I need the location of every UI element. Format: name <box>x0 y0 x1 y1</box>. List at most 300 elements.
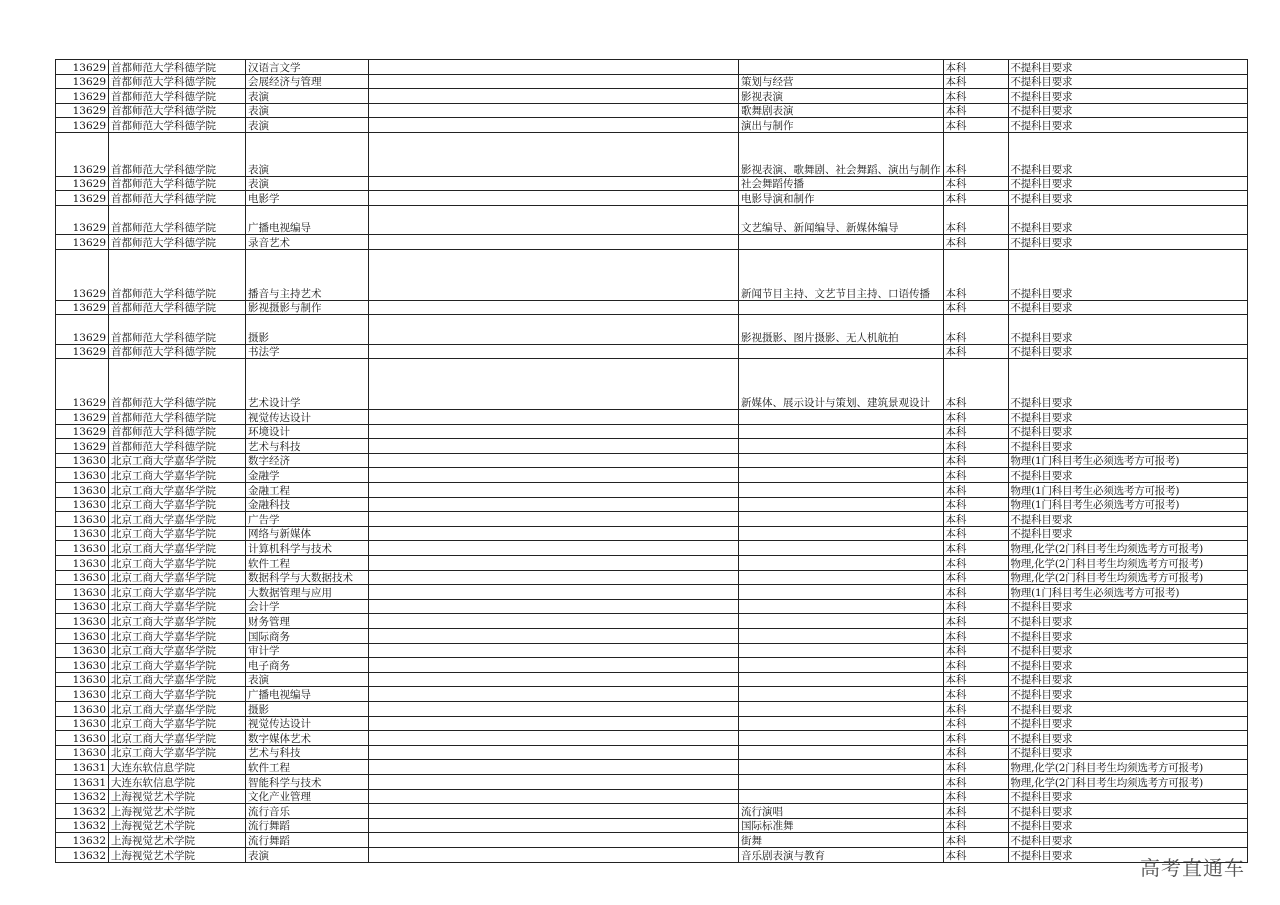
cell-major: 录音艺术 <box>246 235 369 250</box>
cell-note <box>369 249 739 300</box>
table-row <box>56 526 1248 541</box>
cell-major: 金融科技 <box>246 497 369 512</box>
cell-requirement: 不提科目要求 <box>1008 235 1247 250</box>
cell-major: 软件工程 <box>246 556 369 571</box>
cell-code: 13630 <box>56 629 109 644</box>
cell-code: 13632 <box>56 804 109 819</box>
cell-code: 13630 <box>56 556 109 571</box>
cell-direction: 文艺编导、新闻编导、新媒体编导 <box>739 205 944 234</box>
table-row <box>56 89 1248 104</box>
cell-level: 本科 <box>943 745 1008 760</box>
cell-major: 流行音乐 <box>246 804 369 819</box>
cell-level: 本科 <box>943 672 1008 687</box>
cell-school: 北京工商大学嘉华学院 <box>109 599 246 614</box>
table-row <box>56 249 1248 300</box>
table-row <box>56 60 1248 75</box>
cell-direction <box>739 410 944 425</box>
table-row <box>56 789 1248 804</box>
cell-direction: 影视表演 <box>739 89 944 104</box>
table-row <box>56 205 1248 234</box>
cell-note <box>369 176 739 191</box>
cell-code: 13630 <box>56 731 109 746</box>
cell-major: 文化产业管理 <box>246 789 369 804</box>
table-row <box>56 541 1248 556</box>
cell-direction <box>739 672 944 687</box>
cell-direction <box>739 497 944 512</box>
cell-school: 首都师范大学科德学院 <box>109 74 246 89</box>
cell-level: 本科 <box>943 235 1008 250</box>
cell-note <box>369 526 739 541</box>
cell-requirement: 不提科目要求 <box>1008 344 1247 359</box>
cell-code: 13632 <box>56 818 109 833</box>
cell-level: 本科 <box>943 118 1008 133</box>
cell-code: 13630 <box>56 614 109 629</box>
cell-school: 北京工商大学嘉华学院 <box>109 629 246 644</box>
cell-code: 13629 <box>56 249 109 300</box>
cell-major: 表演 <box>246 672 369 687</box>
cell-note <box>369 344 739 359</box>
table-row <box>56 103 1248 118</box>
cell-requirement: 不提科目要求 <box>1008 300 1247 315</box>
cell-school: 首都师范大学科德学院 <box>109 344 246 359</box>
cell-requirement: 不提科目要求 <box>1008 424 1247 439</box>
cell-level: 本科 <box>943 804 1008 819</box>
cell-code: 13630 <box>56 541 109 556</box>
cell-level: 本科 <box>943 614 1008 629</box>
cell-note <box>369 731 739 746</box>
table-row <box>56 439 1248 454</box>
cell-level: 本科 <box>943 483 1008 498</box>
cell-note <box>369 118 739 133</box>
cell-requirement: 不提科目要求 <box>1008 249 1247 300</box>
cell-requirement: 不提科目要求 <box>1008 315 1247 344</box>
cell-note <box>369 599 739 614</box>
cell-requirement: 不提科目要求 <box>1008 643 1247 658</box>
table-row <box>56 300 1248 315</box>
cell-requirement: 物理(1门科目考生必须选考方可报考) <box>1008 585 1247 600</box>
cell-code: 13629 <box>56 176 109 191</box>
table-row <box>56 599 1248 614</box>
cell-code: 13629 <box>56 74 109 89</box>
cell-direction <box>739 774 944 789</box>
cell-major: 影视摄影与制作 <box>246 300 369 315</box>
cell-code: 13629 <box>56 132 109 176</box>
cell-direction <box>739 483 944 498</box>
cell-note <box>369 585 739 600</box>
cell-code: 13630 <box>56 716 109 731</box>
cell-major: 网络与新媒体 <box>246 526 369 541</box>
cell-school: 大连东软信息学院 <box>109 760 246 775</box>
cell-school: 北京工商大学嘉华学院 <box>109 497 246 512</box>
cell-major: 视觉传达设计 <box>246 716 369 731</box>
cell-note <box>369 643 739 658</box>
cell-school: 上海视觉艺术学院 <box>109 833 246 848</box>
cell-level: 本科 <box>943 497 1008 512</box>
cell-major: 艺术与科技 <box>246 745 369 760</box>
cell-level: 本科 <box>943 300 1008 315</box>
table-row <box>56 774 1248 789</box>
cell-code: 13629 <box>56 205 109 234</box>
cell-code: 13632 <box>56 847 109 862</box>
cell-code: 13630 <box>56 643 109 658</box>
cell-school: 首都师范大学科德学院 <box>109 60 246 75</box>
cell-level: 本科 <box>943 439 1008 454</box>
cell-school: 首都师范大学科德学院 <box>109 410 246 425</box>
cell-level: 本科 <box>943 512 1008 527</box>
cell-requirement: 不提科目要求 <box>1008 833 1247 848</box>
cell-major: 金融学 <box>246 468 369 483</box>
cell-direction: 策划与经营 <box>739 74 944 89</box>
watermark: 高考直通车 <box>1140 856 1245 880</box>
cell-direction: 影视表演、歌舞剧、社会舞蹈、演出与制作 <box>739 132 944 176</box>
table-row <box>56 687 1248 702</box>
cell-major: 会展经济与管理 <box>246 74 369 89</box>
table-row <box>56 118 1248 133</box>
table-row <box>56 235 1248 250</box>
cell-code: 13632 <box>56 833 109 848</box>
cell-school: 首都师范大学科德学院 <box>109 89 246 104</box>
cell-major: 流行舞蹈 <box>246 833 369 848</box>
cell-direction <box>739 731 944 746</box>
cell-note <box>369 235 739 250</box>
cell-level: 本科 <box>943 774 1008 789</box>
cell-code: 13629 <box>56 315 109 344</box>
cell-school: 北京工商大学嘉华学院 <box>109 716 246 731</box>
cell-major: 会计学 <box>246 599 369 614</box>
cell-note <box>369 556 739 571</box>
cell-requirement: 不提科目要求 <box>1008 359 1247 410</box>
cell-direction <box>739 760 944 775</box>
table-row <box>56 359 1248 410</box>
cell-level: 本科 <box>943 716 1008 731</box>
cell-requirement: 不提科目要求 <box>1008 526 1247 541</box>
cell-school: 北京工商大学嘉华学院 <box>109 453 246 468</box>
cell-school: 北京工商大学嘉华学院 <box>109 672 246 687</box>
cell-requirement: 不提科目要求 <box>1008 176 1247 191</box>
cell-level: 本科 <box>943 833 1008 848</box>
cell-note <box>369 774 739 789</box>
cell-school: 大连东软信息学院 <box>109 774 246 789</box>
cell-requirement: 不提科目要求 <box>1008 205 1247 234</box>
cell-direction <box>739 344 944 359</box>
cell-major: 计算机科学与技术 <box>246 541 369 556</box>
cell-direction <box>739 235 944 250</box>
cell-school: 首都师范大学科德学院 <box>109 439 246 454</box>
cell-major: 表演 <box>246 132 369 176</box>
cell-school: 北京工商大学嘉华学院 <box>109 658 246 673</box>
cell-requirement: 不提科目要求 <box>1008 614 1247 629</box>
cell-requirement: 不提科目要求 <box>1008 687 1247 702</box>
cell-school: 首都师范大学科德学院 <box>109 359 246 410</box>
cell-requirement: 物理,化学(2门科目考生均须选考方可报考) <box>1008 774 1247 789</box>
cell-code: 13630 <box>56 672 109 687</box>
major-requirements-table <box>55 59 1248 863</box>
cell-major: 国际商务 <box>246 629 369 644</box>
cell-code: 13632 <box>56 789 109 804</box>
table-row <box>56 760 1248 775</box>
cell-code: 13630 <box>56 512 109 527</box>
cell-direction <box>739 541 944 556</box>
cell-note <box>369 359 739 410</box>
cell-level: 本科 <box>943 731 1008 746</box>
cell-requirement: 不提科目要求 <box>1008 701 1247 716</box>
cell-direction: 音乐剧表演与教育 <box>739 847 944 862</box>
table-row <box>56 716 1248 731</box>
cell-code: 13630 <box>56 599 109 614</box>
cell-note <box>369 672 739 687</box>
cell-major: 流行舞蹈 <box>246 818 369 833</box>
cell-major: 金融工程 <box>246 483 369 498</box>
cell-direction: 歌舞剧表演 <box>739 103 944 118</box>
cell-major: 智能科学与技术 <box>246 774 369 789</box>
cell-direction: 新媒体、展示设计与策划、建筑景观设计 <box>739 359 944 410</box>
cell-major: 汉语言文学 <box>246 60 369 75</box>
table-row <box>56 132 1248 176</box>
cell-note <box>369 570 739 585</box>
cell-code: 13629 <box>56 235 109 250</box>
table-row <box>56 818 1248 833</box>
cell-requirement: 不提科目要求 <box>1008 731 1247 746</box>
cell-school: 首都师范大学科德学院 <box>109 249 246 300</box>
cell-direction <box>739 526 944 541</box>
cell-code: 13631 <box>56 760 109 775</box>
table-row <box>56 570 1248 585</box>
cell-direction <box>739 424 944 439</box>
cell-school: 北京工商大学嘉华学院 <box>109 643 246 658</box>
cell-requirement: 不提科目要求 <box>1008 468 1247 483</box>
cell-code: 13630 <box>56 468 109 483</box>
cell-direction <box>739 60 944 75</box>
cell-school: 首都师范大学科德学院 <box>109 300 246 315</box>
cell-code: 13630 <box>56 585 109 600</box>
cell-code: 13629 <box>56 89 109 104</box>
cell-major: 表演 <box>246 176 369 191</box>
table-row <box>56 731 1248 746</box>
table-row <box>56 424 1248 439</box>
cell-direction <box>739 512 944 527</box>
cell-code: 13630 <box>56 453 109 468</box>
table-row <box>56 804 1248 819</box>
cell-school: 北京工商大学嘉华学院 <box>109 687 246 702</box>
cell-major: 书法学 <box>246 344 369 359</box>
table-row <box>56 585 1248 600</box>
table-row <box>56 344 1248 359</box>
cell-direction <box>739 599 944 614</box>
cell-major: 数字媒体艺术 <box>246 731 369 746</box>
cell-school: 首都师范大学科德学院 <box>109 118 246 133</box>
cell-code: 13630 <box>56 658 109 673</box>
cell-direction: 流行演唱 <box>739 804 944 819</box>
cell-direction: 电影导演和制作 <box>739 191 944 206</box>
cell-level: 本科 <box>943 424 1008 439</box>
cell-school: 首都师范大学科德学院 <box>109 315 246 344</box>
cell-level: 本科 <box>943 760 1008 775</box>
cell-school: 北京工商大学嘉华学院 <box>109 483 246 498</box>
cell-direction: 国际标准舞 <box>739 818 944 833</box>
cell-major: 软件工程 <box>246 760 369 775</box>
cell-note <box>369 760 739 775</box>
cell-major: 艺术设计学 <box>246 359 369 410</box>
cell-note <box>369 497 739 512</box>
cell-direction <box>739 789 944 804</box>
cell-school: 首都师范大学科德学院 <box>109 191 246 206</box>
cell-major: 环境设计 <box>246 424 369 439</box>
cell-level: 本科 <box>943 103 1008 118</box>
cell-code: 13630 <box>56 745 109 760</box>
cell-school: 北京工商大学嘉华学院 <box>109 745 246 760</box>
cell-requirement: 不提科目要求 <box>1008 818 1247 833</box>
cell-direction <box>739 701 944 716</box>
cell-school: 首都师范大学科德学院 <box>109 103 246 118</box>
cell-level: 本科 <box>943 344 1008 359</box>
cell-major: 广播电视编导 <box>246 687 369 702</box>
table-row <box>56 74 1248 89</box>
table-row <box>56 701 1248 716</box>
cell-requirement: 不提科目要求 <box>1008 804 1247 819</box>
table-row <box>56 453 1248 468</box>
cell-code: 13629 <box>56 118 109 133</box>
cell-code: 13630 <box>56 526 109 541</box>
cell-school: 北京工商大学嘉华学院 <box>109 468 246 483</box>
cell-requirement: 不提科目要求 <box>1008 847 1247 862</box>
table-row <box>56 468 1248 483</box>
cell-major: 广告学 <box>246 512 369 527</box>
cell-major: 财务管理 <box>246 614 369 629</box>
cell-requirement: 物理,化学(2门科目考生均须选考方可报考) <box>1008 570 1247 585</box>
cell-requirement: 不提科目要求 <box>1008 745 1247 760</box>
cell-requirement: 不提科目要求 <box>1008 74 1247 89</box>
cell-requirement: 物理(1门科目考生必须选考方可报考) <box>1008 453 1247 468</box>
cell-level: 本科 <box>943 205 1008 234</box>
cell-school: 首都师范大学科德学院 <box>109 424 246 439</box>
cell-requirement: 不提科目要求 <box>1008 410 1247 425</box>
cell-direction <box>739 585 944 600</box>
cell-school: 上海视觉艺术学院 <box>109 818 246 833</box>
cell-requirement: 不提科目要求 <box>1008 599 1247 614</box>
cell-note <box>369 205 739 234</box>
cell-note <box>369 103 739 118</box>
cell-direction <box>739 716 944 731</box>
cell-direction <box>739 300 944 315</box>
cell-level: 本科 <box>943 453 1008 468</box>
cell-requirement: 不提科目要求 <box>1008 118 1247 133</box>
cell-level: 本科 <box>943 468 1008 483</box>
cell-direction <box>739 614 944 629</box>
cell-major: 表演 <box>246 847 369 862</box>
cell-school: 北京工商大学嘉华学院 <box>109 701 246 716</box>
cell-requirement: 不提科目要求 <box>1008 789 1247 804</box>
cell-note <box>369 453 739 468</box>
cell-code: 13629 <box>56 344 109 359</box>
cell-note <box>369 687 739 702</box>
cell-requirement: 不提科目要求 <box>1008 658 1247 673</box>
cell-code: 13629 <box>56 439 109 454</box>
cell-major: 表演 <box>246 118 369 133</box>
cell-level: 本科 <box>943 176 1008 191</box>
cell-level: 本科 <box>943 249 1008 300</box>
cell-level: 本科 <box>943 132 1008 176</box>
cell-requirement: 物理,化学(2门科目考生均须选考方可报考) <box>1008 541 1247 556</box>
cell-note <box>369 191 739 206</box>
table-row <box>56 672 1248 687</box>
cell-school: 北京工商大学嘉华学院 <box>109 614 246 629</box>
cell-direction <box>739 643 944 658</box>
cell-direction: 新闻节目主持、文艺节目主持、口语传播 <box>739 249 944 300</box>
table-row <box>56 745 1248 760</box>
cell-requirement: 不提科目要求 <box>1008 512 1247 527</box>
cell-school: 首都师范大学科德学院 <box>109 176 246 191</box>
cell-level: 本科 <box>943 789 1008 804</box>
cell-note <box>369 512 739 527</box>
cell-requirement: 不提科目要求 <box>1008 132 1247 176</box>
cell-level: 本科 <box>943 359 1008 410</box>
cell-requirement: 不提科目要求 <box>1008 439 1247 454</box>
cell-note <box>369 658 739 673</box>
cell-direction <box>739 439 944 454</box>
table-row <box>56 176 1248 191</box>
cell-school: 北京工商大学嘉华学院 <box>109 541 246 556</box>
cell-level: 本科 <box>943 687 1008 702</box>
cell-level: 本科 <box>943 643 1008 658</box>
cell-code: 13629 <box>56 359 109 410</box>
cell-level: 本科 <box>943 526 1008 541</box>
cell-direction: 影视摄影、图片摄影、无人机航拍 <box>739 315 944 344</box>
cell-requirement: 物理,化学(2门科目考生均须选考方可报考) <box>1008 760 1247 775</box>
cell-major: 电子商务 <box>246 658 369 673</box>
cell-school: 北京工商大学嘉华学院 <box>109 585 246 600</box>
cell-school: 上海视觉艺术学院 <box>109 847 246 862</box>
cell-level: 本科 <box>943 191 1008 206</box>
cell-note <box>369 74 739 89</box>
cell-requirement: 不提科目要求 <box>1008 103 1247 118</box>
cell-level: 本科 <box>943 585 1008 600</box>
cell-note <box>369 410 739 425</box>
cell-major: 视觉传达设计 <box>246 410 369 425</box>
cell-major: 表演 <box>246 89 369 104</box>
table-row <box>56 512 1248 527</box>
cell-level: 本科 <box>943 701 1008 716</box>
cell-school: 首都师范大学科德学院 <box>109 205 246 234</box>
table-row <box>56 847 1248 862</box>
table-row <box>56 614 1248 629</box>
cell-requirement: 物理(1门科目考生必须选考方可报考) <box>1008 483 1247 498</box>
cell-level: 本科 <box>943 74 1008 89</box>
table-row <box>56 497 1248 512</box>
cell-major: 广播电视编导 <box>246 205 369 234</box>
cell-note <box>369 315 739 344</box>
cell-note <box>369 818 739 833</box>
cell-level: 本科 <box>943 658 1008 673</box>
cell-level: 本科 <box>943 541 1008 556</box>
cell-level: 本科 <box>943 629 1008 644</box>
cell-note <box>369 60 739 75</box>
cell-note <box>369 300 739 315</box>
table-row <box>56 191 1248 206</box>
cell-school: 北京工商大学嘉华学院 <box>109 526 246 541</box>
cell-level: 本科 <box>943 60 1008 75</box>
cell-note <box>369 614 739 629</box>
cell-school: 首都师范大学科德学院 <box>109 132 246 176</box>
cell-major: 大数据管理与应用 <box>246 585 369 600</box>
cell-note <box>369 541 739 556</box>
cell-level: 本科 <box>943 818 1008 833</box>
cell-requirement: 不提科目要求 <box>1008 672 1247 687</box>
cell-code: 13629 <box>56 191 109 206</box>
cell-note <box>369 629 739 644</box>
cell-code: 13630 <box>56 687 109 702</box>
cell-direction <box>739 453 944 468</box>
cell-code: 13629 <box>56 300 109 315</box>
